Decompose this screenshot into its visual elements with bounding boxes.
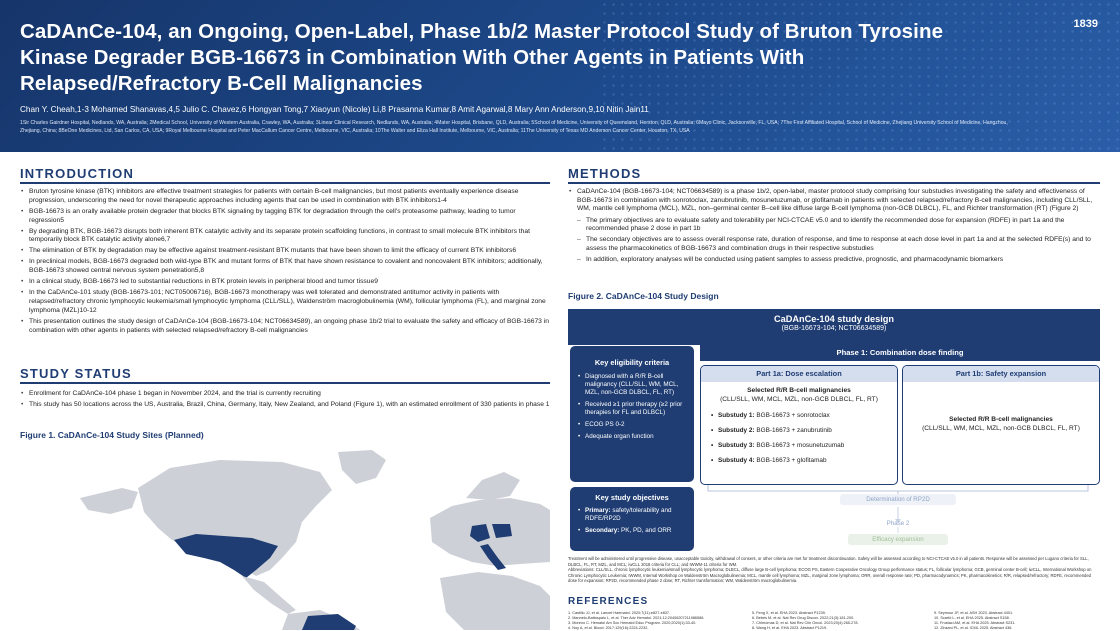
figure-2-caption: Figure 2. CaDAnCe-104 Study Design <box>568 291 719 301</box>
poster-header <box>0 0 1120 152</box>
objective-primary-label: Primary: <box>585 507 611 514</box>
reference-item: 6. Bebés M, et al. Nat Rev Drug Discov. 2022;21(3):181-200. <box>752 616 855 620</box>
references-heading: REFERENCES <box>568 596 649 607</box>
part-1b-population-text: (CLL/SLL, WM, MCL, MZL, non-GCB DLBCL, FL, RT) <box>922 424 1080 432</box>
alaska-shape <box>80 488 138 514</box>
references-col-2 <box>752 611 922 631</box>
part-1a-population-text: (CLL/SLL, WM, MCL, MZL, non-GCB DLBCL, FL, RT) <box>720 395 878 403</box>
part-1a-population-title: Selected R/R B-cell malignancies <box>747 387 851 394</box>
reference-item: 2. Mannelo-Battospalo L, et al. Ther Adv Hematol. 2021;12:20406207211986586. <box>568 616 705 620</box>
status-bullet: • Enrollment for CaDAnCe-104 phase 1 began in November 2024, and the trial is currently recruiting <box>20 390 550 399</box>
substudy-label: Substudy 4: <box>718 457 755 465</box>
methods-sub-bullet: – The primary objectives are to evaluate safety and tolerability per NCI-CTCAE v5.0 and to identify the recommended dose for expansion (RDFE) in part 1a and the recommended phase 2 dose in part 1b <box>568 217 1100 234</box>
reference-item: 8. Wang H, et al. EHA 2023. Abstract P1219. <box>752 626 828 630</box>
eligibility-item: • ECOG PS 0-2 <box>578 421 686 429</box>
footnote-text: Treatment will be administered until progressive disease, unacceptable toxicity, withdrawal of consent, or other criteria are met for treatment discontinuation. Safety will be assessed according to NCI-CTCAE v5.0 in all patients. Response will be assessed per Lugano criteria for SLL, DLBCL, FL, RT, MZL, and MCL; iwCLL 2018 criteria for CLL; and IWWM-11 criteria for WM. <box>568 556 1089 567</box>
reference-item: 10. Scarfò L, et al. EHA 2025. Abstract S158. <box>934 616 1010 620</box>
substudy-text: BGB-16673 + zanubrutinib <box>756 427 832 435</box>
reference-item: 4. Noy A, et al. Blood. 2017;129(16):2224-2232. <box>568 626 649 630</box>
objective-primary-text: safety/tolerability and RDFE/RP2D <box>585 507 672 522</box>
poster-title: CaDAnCe-104, an Ongoing, Open-Label, Phase 1b/2 Master Protocol Study of Bruton Tyrosine Kinase Degrader BGB-16673 in Combination With Other Agents in Patients With Relapsed/Refractory B-Cell Malignancies <box>20 20 944 95</box>
efficacy-expansion-label: Efficacy expansion <box>848 534 948 545</box>
part-1b-population-title: Selected R/R B-cell malignancies <box>949 416 1053 423</box>
phase2-label: Phase 2 <box>886 520 910 527</box>
reference-item: 7. Chirnomas D, et al. Nat Rev Clin Oncol. 2023;20(4):265-278. <box>752 621 859 625</box>
diagram-connectors <box>568 309 1100 553</box>
phase1-banner: Phase 1: Combination dose finding <box>700 345 1100 361</box>
substudy-label: Substudy 1: <box>718 412 755 420</box>
substudy-text: BGB-16673 + mosunetuzumab <box>756 442 845 450</box>
study-status-bullets <box>20 390 550 412</box>
part-1a-title: Part 1a: Dose escalation <box>701 366 897 382</box>
study-sites-map <box>20 446 550 630</box>
greenland-shape <box>338 450 386 484</box>
intro-bullet: • BGB-16673 is an orally available protein degrader that blocks BTK signaling by tagging BTK for degradation through the cell's proteasome pathway, leading to tumor regression5 <box>20 208 550 225</box>
reference-item: 9. Seymour JF, et al. ASH 2023. Abstract 4401. <box>934 611 1014 615</box>
rp2d-label: Determination of RP2D <box>840 494 956 505</box>
part-1b-title: Part 1b: Safety expansion <box>903 366 1099 382</box>
affiliations: 1Sir Charles Gairdner Hospital, Nedlands, WA, Australia; 2Medical School, University of Western Australia, Crawley, WA, Australia; 3Linear Clinical Research, Nedlands, WA, Australia; 4Mater Hospital, Brisbane, QLD, Australia; 5School of Medicine, University of Queensland, Herston, QLD, Australia; 6Mayo Clinic, Jacksonville, FL, USA; 7The First Affiliated Hospital, School of Medicine, Zhejiang University School of Medicine, Hangzhou, Zhejiang, China; 8BeOne Medicines, Ltd, San Carlos, CA, USA; 9Royal Melbourne Hospital and Peter MacCallum Cancer Centre, Melbourne, VIC, Australia; 10The Walter and Eliza Hall Institute, Melbourne, VIC, Australia; 11The University of Texas MD Anderson Cancer Center, Houston, TX, USA <box>20 120 1008 134</box>
reference-item: 11. Frustaci AM, et al. EHA 2025. Abstract S231. <box>934 621 1016 625</box>
status-bullet: • This study has 50 locations across the US, Australia, Brazil, China, Germany, Italy, New Zealand, and Poland (Figure 1), with an estimated enrollment of 330 patients in phase 1 <box>20 401 550 410</box>
intro-bullet: • This presentation outlines the study design of CaDAnCe-104 (BGB-16673-104; NCT06634589), an ongoing phase 1b/2 trial to evaluate the safety and efficacy of BGB-16673 in combination with other agents in patients with selected relapsed/refractory B-cell malignancies <box>20 318 550 335</box>
intro-bullet: • In preclinical models, BGB-16673 degraded both wild-type BTK and mutant forms of BTK that have shown resistance to covalent and noncovalent BTK inhibitors; additionally, BGB-16673 showed central nervous system penetration5,8 <box>20 258 550 275</box>
references-col-3 <box>934 611 1100 631</box>
substudy-text: BGB-16673 + sonrotoclax <box>756 412 830 420</box>
substudy-label: Substudy 2: <box>718 427 755 435</box>
intro-bullet: • Bruton tyrosine kinase (BTK) inhibitors are effective treatment strategies for patients with certain B-cell malignancies, but most patients eventually experience disease progression, underscoring the need for novel therapeutic approaches including agents that can be used in combination with BTK inhibitors1-4 <box>20 188 550 205</box>
methods-sub-bullet: – The secondary objectives are to assess overall response rate, duration of response, and time to response at each dose level in part 1a and at the selected RDFE(s) and to assess the pharmacokinetics of BGB-16673 and combination drugs in their respective substudies <box>568 236 1100 253</box>
objective-secondary-text: PK, PD, and ORR <box>621 527 672 534</box>
reference-item: 1. Castillo JJ, et al. Lancet Haematol. 2020;7(11):e827-e837. <box>568 611 671 615</box>
intro-bullet: • In the CaDAnCe-101 study (BGB-16673-101; NCT05006716), BGB-16673 monotherapy was well tolerated and demonstrated antitumor activity in patients with relapsed/refractory chronic lymphocytic leukemia/small lymphocytic lymphoma (CLL/SLL), Waldenström macroglobulinemia (WM), follicular lymphoma (FL), and marginal zone lymphoma (MZL)10-12 <box>20 289 550 315</box>
methods-sub-bullet: – In addition, exploratory analyses will be conducted using patient samples to assess predictive, prognostic, and pharmacodynamic biomarkers <box>568 256 1100 265</box>
references-col-1 <box>568 611 743 631</box>
eligibility-item: • Received ≥1 prior therapy (≥2 prior therapies for FL and DLBCL) <box>578 401 686 417</box>
introduction-bullets <box>20 188 550 338</box>
reference-item: 3. Moreno C. Hematol Am Soc Hematol Educ Program. 2020;2020(1):33-40. <box>568 621 697 625</box>
study-design-diagram <box>568 309 1100 553</box>
study-status-heading: STUDY STATUS <box>20 366 550 384</box>
central-america-shape <box>242 576 296 614</box>
abbreviations-text: Abbreviations: CLL/SLL, chronic lymphocytic leukemia/small lymphocytic lymphoma; DLBCL, diffuse large B-cell lymphoma; ECOG PS, Eastern Cooperative Oncology Group performance status; FL, follicular lymphoma; GCB, germinal center B-cell; iwCLL, International Workshop on Chronic Lymphocytic Leukemia; IWWM, Internal Workshop on Waldenström Macroglobulinemia; MCL, mantle cell lymphoma; MZL, marginal zone lymphoma; ORR, overall response rate; PD, pharmacodynamics; PK, pharmacokinetics; R/R, relapsed/refractory; RDFE, recommended dose for expansion; RP2D, recommended phase 2 dose; RT, Richter transformation; WM, Waldenström macroglobulinemia. <box>568 567 1092 584</box>
intro-bullet: • The elimination of BTK by degradation may be effective against treatment-resistant BTK mutants that have been shown to limit the efficacy of current BTK inhibitors6 <box>20 247 550 256</box>
objective-secondary-label: Secondary: <box>585 527 620 534</box>
substudy-text: BGB-16673 + glofitamab <box>756 457 827 465</box>
eligibility-item: • Diagnosed with a R/R B-cell malignancy (CLL/SLL, WM, MCL, MZL, non-GCB DLBCL, FL, RT) <box>578 373 686 397</box>
reference-item: 5. Feng X, et al. EHA 2023. Abstract P1239. <box>752 611 826 615</box>
world-map-svg <box>20 446 550 630</box>
substudy-label: Substudy 3: <box>718 442 755 450</box>
methods-heading: METHODS <box>568 166 1100 184</box>
scandinavia-shape <box>466 472 520 500</box>
eligibility-title: Key eligibility criteria <box>594 358 670 367</box>
methods-bullets <box>568 188 1100 267</box>
intro-bullet: • By degrading BTK, BGB-16673 disrupts both inherent BTK catalytic activity and its separate protein scaffolding functions, in contrast to small molecule BTK inhibitors that temporarily block BTK catalytic activity alone6,7 <box>20 228 550 245</box>
bracket-line <box>708 485 1088 491</box>
design-subtitle: (BGB-16673-104; NCT06634589) <box>781 325 887 332</box>
poster-number: 1839 <box>1073 18 1098 30</box>
eligibility-item: • Adequate organ function <box>578 433 686 441</box>
intro-bullet: • In a clinical study, BGB-16673 led to substantial reductions in BTK protein levels in peripheral blood and tumor tissue9 <box>20 278 550 287</box>
africa-shape <box>440 572 550 630</box>
methods-bullet: • CaDAnCe-104 (BGB-16673-104; NCT06634589) is a phase 1b/2, open-label, master protocol study comprising four substudies investigating the safety and effectiveness of BGB-16673 in combination with sonrotoclax, zanubrutinib, mosunetuzumab, or glofitamab in patients with selected relapsed/refractory B-cell malignancies, including CLL/SLL, WM, mantle cell lymphoma (MCL), MZL, non–germinal center B–cell like diffuse large B-cell lymphoma (non-GCB DLBCL), FL, and Richter transformation (RT) (Figure 2) <box>568 188 1100 214</box>
author-list: Chan Y. Cheah,1-3 Mohamed Shanavas,4,5 Julio C. Chavez,6 Hongyan Tong,7 Xiaoyun (Nicole) Li,8 Prasanna Kumar,8 Amit Agarwal,8 Mary Ann Anderson,9,10 Nitin Jain11 <box>20 105 649 114</box>
design-title: CaDAnCe-104 study design <box>774 314 894 324</box>
design-footnotes <box>568 556 1100 584</box>
reference-item: 12. Zinzani PL, et al. ICML 2025. Abstract 436. <box>934 626 1013 630</box>
figure-1-caption: Figure 1. CaDAnCe-104 Study Sites (Planned) <box>20 430 204 440</box>
objectives-title: Key study objectives <box>595 493 669 502</box>
introduction-heading: INTRODUCTION <box>20 166 550 184</box>
brazil-site-region <box>302 614 356 630</box>
